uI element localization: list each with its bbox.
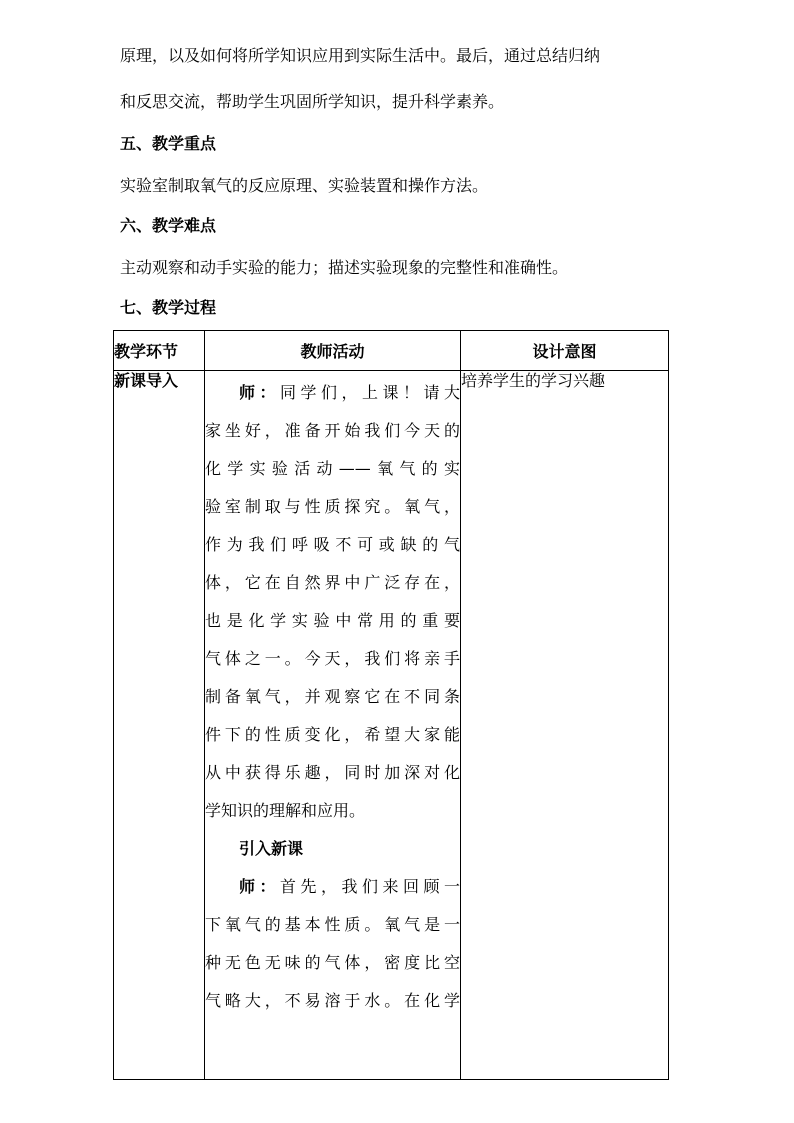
- section-heading-process: 七、教学过程: [120, 298, 217, 317]
- header-teacher-activity: 教师活动: [205, 331, 461, 371]
- lesson-process-table: [113, 330, 669, 1080]
- teacher-line: 制备氧气，并观察它在不同条: [205, 687, 460, 706]
- section-heading-difficulties: 六、教学难点: [120, 216, 217, 235]
- teacher-line: 件下的性质变化，希望大家能: [205, 725, 460, 744]
- speaker-label: 师：: [239, 877, 280, 896]
- stage-cell: 新课导入: [114, 371, 205, 1080]
- teacher-line: 也是化学实验中常用的重要: [205, 611, 460, 630]
- teacher-activity-cell: [205, 371, 461, 1080]
- key-points-text: 实验室制取氧气的反应原理、实验装置和操作方法。: [120, 176, 489, 195]
- speaker-label: 师：: [239, 383, 280, 402]
- teacher-line: 师：首先，我们来回顾一: [239, 877, 460, 896]
- teacher-line: 学知识的理解和应用。: [205, 801, 366, 820]
- section-heading-key-points: 五、教学重点: [120, 134, 217, 153]
- intro-line-1: 原理，以及如何将所学知识应用到实际生活中。最后，通过总结归纳: [120, 46, 601, 65]
- teacher-line: 气体之一。今天，我们将亲手: [205, 649, 460, 668]
- design-intent-cell: 培养学生的学习兴趣: [461, 371, 669, 1080]
- intro-line-2: 和反思交流，帮助学生巩固所学知识，提升科学素养。: [120, 92, 505, 111]
- header-design-intent: 设计意图: [461, 331, 669, 371]
- subheading-new-lesson: 引入新课: [239, 839, 304, 858]
- teacher-line: 体，它在自然界中广泛存在，: [205, 573, 460, 592]
- teacher-line: 种无色无味的气体，密度比空: [205, 953, 460, 972]
- difficulties-text: 主动观察和动手实验的能力；描述实验现象的完整性和准确性。: [120, 258, 569, 277]
- teacher-line: 下氧气的基本性质。氧气是一: [205, 915, 460, 934]
- teacher-line: 作为我们呼吸不可或缺的气: [205, 535, 460, 554]
- teacher-line: 化学实验活动——氧气的实: [205, 459, 460, 478]
- teacher-line: 从中获得乐趣，同时加深对化: [205, 763, 460, 782]
- table-row: [114, 371, 669, 1080]
- teacher-line: 师：同学们，上课！请大: [239, 383, 460, 402]
- header-stage: 教学环节: [114, 331, 205, 371]
- teacher-line: 气略大，不易溶于水。在化学: [205, 991, 460, 1010]
- table-header-row: [114, 331, 669, 371]
- teacher-line: 家坐好，准备开始我们今天的: [205, 421, 460, 440]
- teacher-line: 验室制取与性质探究。氧气，: [205, 497, 460, 516]
